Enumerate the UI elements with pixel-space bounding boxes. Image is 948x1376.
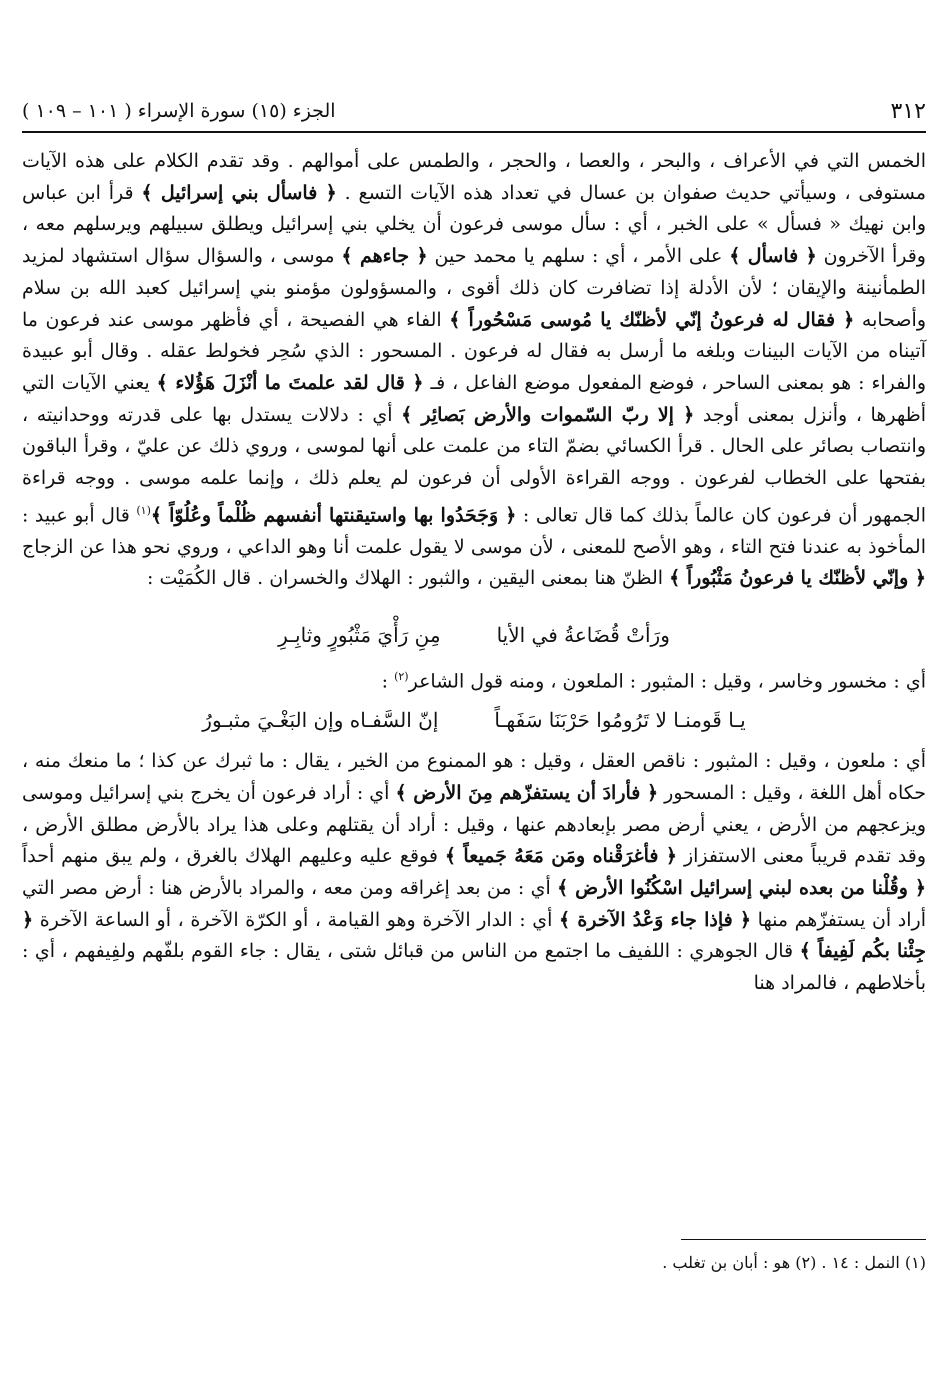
text-run: الظنّ هنا بمعنى اليقين ، والثبور : الهلاك والخسران . قال الكُمَيْت :: [147, 567, 670, 590]
quran-quote: ﴿ فاسأل ﴾: [729, 245, 817, 268]
quran-quote: ﴿ فاسأل بني إسرائيل ﴾: [141, 181, 337, 204]
quran-quote: ﴿ فقال له فرعونُ إنّي لأظنّك يا مُوسى مَسْحُوراً ﴾: [449, 308, 855, 331]
text-run: يعني الآيات التي أظهرها ، وأنزل بمعنى أوجد: [22, 371, 926, 426]
poetry-verse: [22, 615, 926, 655]
poetry-verse: [22, 700, 926, 740]
page-header: [22, 92, 926, 130]
verse-first-hemistich: يـا قَومنـا لا تَرُومُوا حَرْبَنَا سَفَهـاً: [494, 708, 746, 733]
text-run: أي : ملعون ، وقيل : المثبور : ناقص العقل ، وقيل : هو الممنوع من الخير ، يقال : ما ثبرك عن كذا ؛ ما منعك منه ، حكاه أهل اللغة ، وقيل : المسحور: [22, 750, 926, 804]
footnote-ref: (٢): [394, 670, 409, 684]
footnotes: (١) النمل : ١٤ . (٢) هو : أبان بن تغلب .: [662, 1253, 926, 1272]
footnote-rule: [681, 1239, 926, 1240]
verse-first-hemistich: ورَأتْ قُضَاعةُ في الأيا: [496, 623, 670, 648]
quran-quote: ﴿ وإنّي لأظنّك يا فرعونُ مَثْبُوراً ﴾: [669, 567, 926, 590]
commentary-paragraph: [22, 146, 926, 595]
text-run: على الأمر ، أي : سلهم يا محمد حين: [427, 245, 730, 268]
commentary-paragraph: [22, 746, 926, 1000]
page-number: ٣١٢: [890, 98, 926, 124]
header-rule: [22, 131, 926, 133]
quran-quote: ﴿ وَجَحَدُوا بها واستيقنتها أنفسهم ظُلْماً وعُلُوّاً ﴾: [150, 504, 517, 527]
quran-quote: ﴿ قال لقد علمتَ ما أنْزَلَ هَؤُلاء ﴾: [156, 371, 424, 394]
text-run: أي : مخسور وخاسر ، وقيل : المثبور : الملعون ، ومنه قول الشاعر: [408, 670, 926, 693]
verse-second-hemistich: مِنِ رَأْيَ مَثْبُورٍ وثابِـرِ: [278, 623, 441, 648]
running-title: الجزء (١٥) سورة الإسراء ( ١٠١ – ١٠٩ ): [22, 100, 336, 122]
text-run: أي : دلالات يستدل بها على قدرته ووحدانيته ، وانتصاب بصائر على الحال . قرأ الكسائي بضمّ التاء من علمت على أنها لموسى ، وروي ذلك عن عليّ ، وقرأ الباقون بفتحها على الخطاب لفرعون . ووجه القراءة الأولى أن فرعون لم يعلم ذلك ، وإنما علمه موسى . ووجه قراءة الجمهور أن فرعون كان عالماً بذلك كما قال تعالى :: [22, 403, 926, 527]
quran-quote: ﴿ جاءهم ﴾: [341, 245, 428, 268]
text-run: الفاء هي الفصيحة ، أي فأظهر موسى عند فرعون ما آتيناه من الآيات البينات وبلغه ما أرسل به فقال له فرعون . المسحور : الذي سُحِر فخولط عقله . وقال أبو عبيدة والفراء : هو بمعنى الساحر ، فوضع المفعول موضع الفاعل ، فـ: [22, 308, 926, 394]
footnote-ref: (١): [136, 503, 151, 517]
quran-quote: ﴿ فأرادَ أن يستفزّهم مِنَ الأرض ﴾: [395, 781, 659, 804]
commentary-line: [22, 661, 926, 698]
text-run: :: [381, 670, 395, 693]
quran-quote: ﴿ فإذا جاء وَعْدُ الآخرة ﴾: [559, 908, 752, 931]
text-run: أي : من بعد إغراقه ومن معه ، والمراد بالأرض هنا : أرض مصر التي أراد أن يستفزّهم منها: [22, 877, 926, 931]
text-run: قال الجوهري : اللفيف ما اجتمع من الناس من قبائل شتى ، يقال : جاء القوم بلفّهم ولفِيفهم ، أي : بأخلاطهم ، فالمراد هنا: [22, 940, 926, 995]
text-run: أي : أراد فرعون أن يخرج بني إسرائيل وموسى ويزعجهم من الأرض ، يعني أرض مصر بإبعادهم عنها ، وقيل : أراد أن يقتلهم وعلى هذا يراد بالأرض مطلق الأرض ، وقد تقدم قريباً معنى الاستفزاز: [22, 781, 926, 868]
quran-quote: ﴿ جِئْنا بكُم لَفِيفاً ﴾: [22, 908, 926, 963]
verse-second-hemistich: إنّ السَّفـاه وإن البَغْـيَ مثبـورُ: [202, 708, 439, 733]
main-text: [22, 146, 926, 1000]
text-run: موسى ، والسؤال سؤال استشهاد لمزيد الطمأنينة والإيقان ؛ لأن الأدلة إذا تضافرت كان ذلك أقوى ، والمسؤولون مؤمنو بني إسرائيل كعبد الله بن سلام وأصحابه: [22, 245, 927, 331]
text-run: أي : الدار الآخرة وهو القيامة ، أو الكرّة الآخرة ، أو الساعة الآخرة: [33, 908, 560, 931]
quran-quote: ﴿ فأغرَقْناه ومَن مَعَهُ جَميعاً ﴾: [444, 845, 678, 868]
quran-quote: ﴿ وقُلْنا من بعده لبني إسرائيل اسْكُنُوا الأرض ﴾: [557, 877, 926, 900]
text-run: الخمس التي في الأعراف ، والبحر ، والعصا ، والحجر ، والطمس على أموالهم . وقد تقدم الكلام على هذه الآيات مستوفى ، وسيأتي حديث صفوان بن عسال في تعداد هذه الآيات التسع .: [22, 150, 926, 204]
quran-quote: ﴿ إلا ربّ السّموات والأرض بَصائِر ﴾: [401, 403, 695, 426]
text-run: قال أبو عبيد : المأخوذ به عندنا فتح التاء ، وهو الأصح للمعنى ، لأن موسى لا يقول علمت أنا وهو الداعي ، وروي نحو هذا عن الزجاج: [22, 504, 926, 558]
text-run: فوقع عليه وعليهم الهلاك بالغرق ، ولم يبق منهم أحداً: [22, 845, 445, 868]
text-run: قرأ ابن عباس وابن نهيك « فسأل » على الخبر ، أي : سأل موسى فرعون أن يخلي بني إسرائيل ويطلق سبيلهم ويرسلهم معه ، وقرأ الآخرون: [22, 181, 926, 268]
